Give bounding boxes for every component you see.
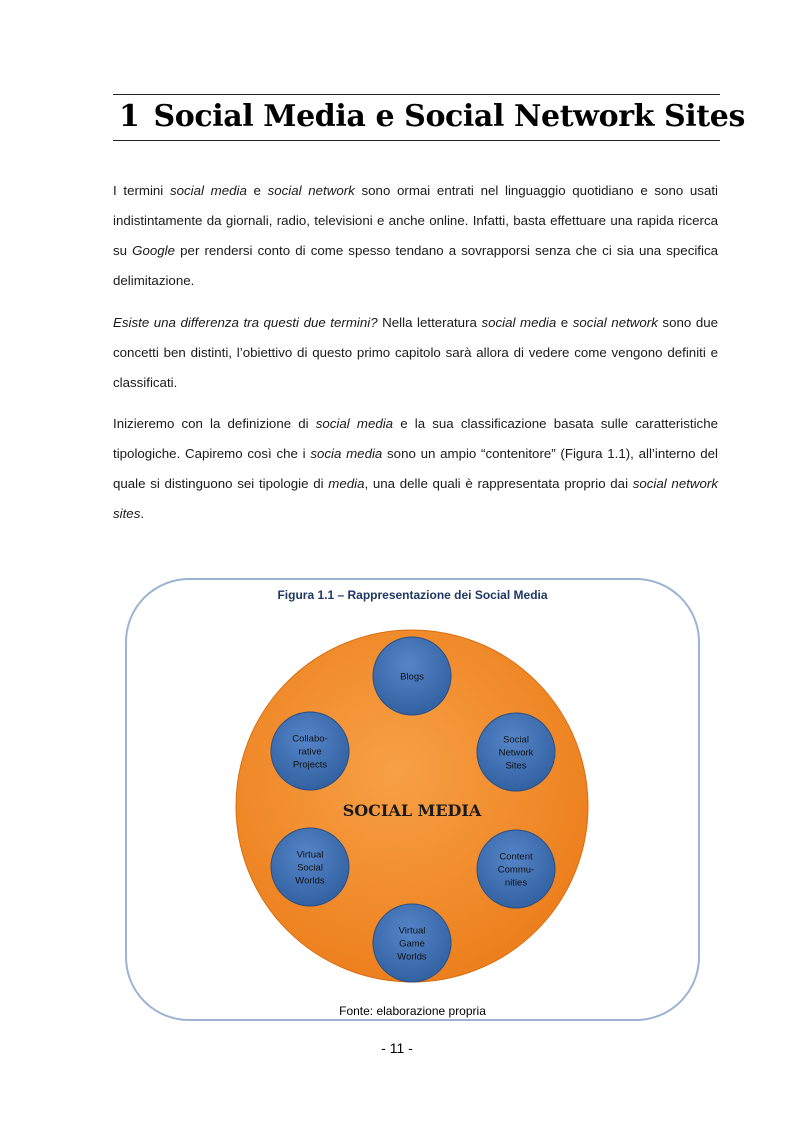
text-run: media <box>328 476 365 491</box>
text-run: sono ormai entrati nel linguaggio quotidiano e sono usati indistintamente da giornali, radio, televisioni e anche online. Infatti, basta effettuare una rapida ricerca su <box>113 183 718 258</box>
node-label-content-communities: nities <box>504 877 528 889</box>
page-number: - 11 - <box>381 1040 413 1056</box>
text-run: Google <box>132 243 176 258</box>
node-label-content-communities: Content <box>499 851 533 863</box>
text-run: sono due concetti ben distinti, l’obiettivo di questo primo capitolo sarà allora di vedere come vengono definiti e classificati. <box>113 315 719 390</box>
text-run: . <box>140 506 145 521</box>
text-run: Esiste una differenza tra questi due termini? <box>113 315 378 330</box>
node-social-network-sites <box>477 713 555 791</box>
node-label-social-network-sites: Sites <box>505 760 527 772</box>
text-run: social media <box>481 315 557 330</box>
node-label-collaborative-projects: Projects <box>292 759 328 771</box>
text-run: Nella letteratura <box>377 315 482 330</box>
text-run: e <box>246 183 268 198</box>
node-label-virtual-social-worlds: Social <box>297 862 323 874</box>
text-run: social network <box>572 315 658 330</box>
chapter-number: 1 <box>119 99 140 134</box>
node-blogs <box>373 637 451 715</box>
node-label-content-communities: Commu- <box>497 864 535 876</box>
text-run: social media <box>169 183 247 198</box>
text-run: , una delle quali è rappresentata proprio dai <box>364 476 633 491</box>
text-run: per rendersi conto di come spesso tendano a sovrapporsi senza che ci sia una specifica delimitazione. <box>113 243 718 288</box>
node-virtual-game-worlds <box>373 904 451 982</box>
text-run: e <box>556 315 573 330</box>
text-run: sono un ampio “contenitore” (Figura 1.1), all’interno del quale si distinguono sei tipologie di <box>113 446 718 491</box>
text-run: social media <box>315 416 394 431</box>
text-run: social network <box>267 183 355 198</box>
chapter-title: Social Media e Social Network Sites <box>153 99 745 134</box>
text-run: socia media <box>310 446 383 461</box>
node-label-collaborative-projects: Collabo- <box>292 733 328 745</box>
text-run: I termini <box>113 183 170 198</box>
node-label-virtual-game-worlds: Worlds <box>397 951 427 963</box>
node-label-virtual-game-worlds: Virtual <box>398 925 426 937</box>
node-label-blogs: Blogs <box>400 671 424 683</box>
node-collaborative-projects <box>271 712 349 790</box>
figure-source: Fonte: elaborazione propria <box>339 1004 486 1018</box>
social-media-center-label: SOCIAL MEDIA <box>342 801 482 820</box>
node-label-social-network-sites: Social <box>503 734 529 746</box>
node-label-virtual-social-worlds: Worlds <box>295 875 325 887</box>
text-run: e la sua classificazione basata sulle caratteristiche tipologiche. Capiremo così che i <box>113 416 718 461</box>
node-content-communities <box>477 830 555 908</box>
text-run: Inizieremo con la definizione di <box>113 416 316 431</box>
node-label-social-network-sites: Network <box>498 747 534 759</box>
node-label-virtual-social-worlds: Virtual <box>296 849 324 861</box>
figure-caption: Figura 1.1 – Rappresentazione dei Social Media <box>277 588 548 602</box>
node-label-collaborative-projects: rative <box>298 746 322 758</box>
text-run: social network sites <box>113 476 718 521</box>
node-label-virtual-game-worlds: Game <box>399 938 425 950</box>
node-virtual-social-worlds <box>271 828 349 906</box>
